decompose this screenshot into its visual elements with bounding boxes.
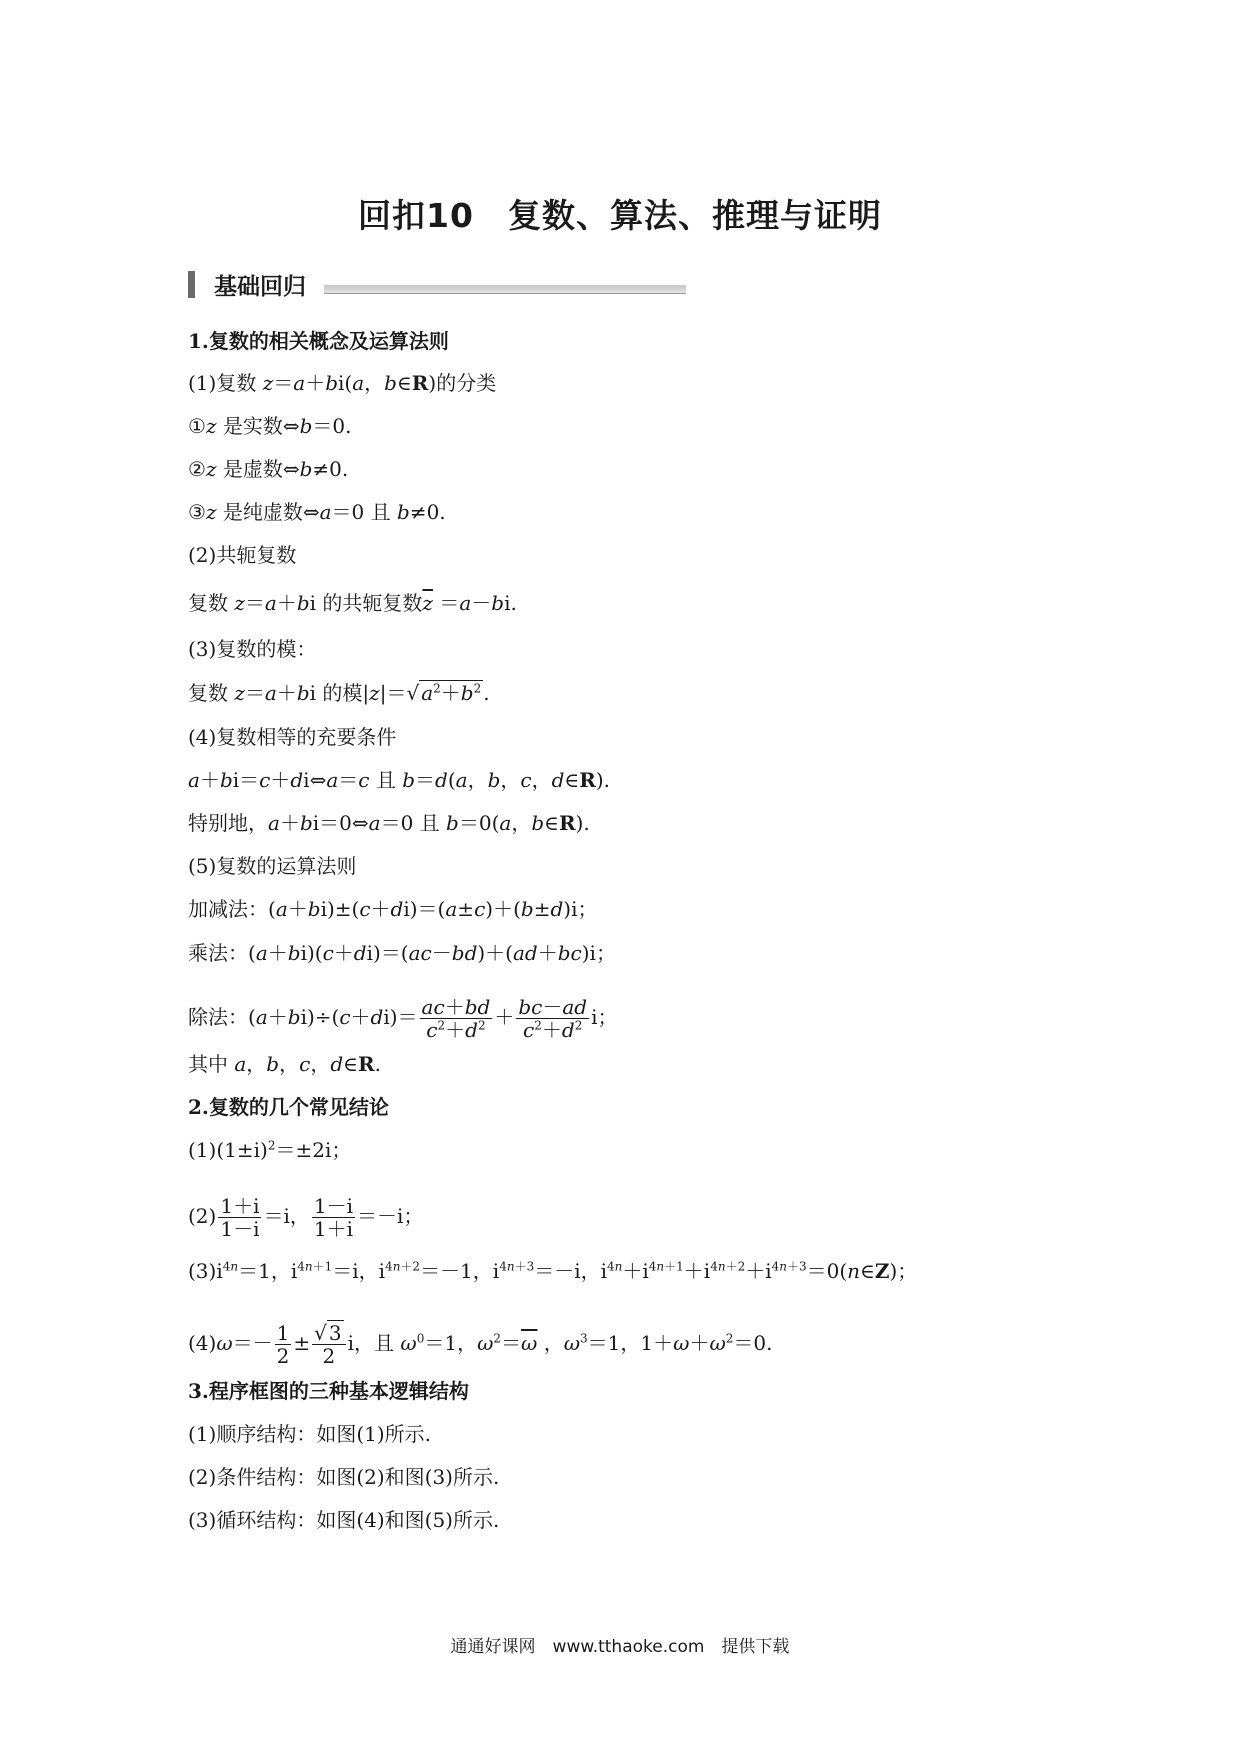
page-title: 回扣10 复数、算法、推理与证明 <box>358 196 882 235</box>
line-divide: 除法：(a＋bi)÷(c＋di)＝ $\frac{ac+bd}{c^2+d^2}$ ＋ $\frac{bc-ad}{c^2+d^2}$ i； <box>188 995 618 1042</box>
line-imag: ②z 是虚数⇔b≠0. <box>188 457 349 481</box>
line-pure-imag: ③z 是纯虚数⇔a＝0 且 b≠0. <box>188 500 446 524</box>
line-condition: (2)条件结构：如图(2)和图(3)所示. <box>188 1465 500 1489</box>
heading-1: 1.复数的相关概念及运算法则 <box>188 329 449 353</box>
line-special: 特别地，a＋bi＝0⇔a＝0 且 b＝0(a，b∈R). <box>188 811 590 835</box>
line-conjugate: 复数 z＝a＋bi 的共轭复数$\overline{z} =a-bi$. <box>188 591 517 615</box>
line-classify: (1)复数 z＝a＋bi(a，b∈R)的分类 <box>188 371 497 395</box>
line-conclusion-3: $(3)i^{4n}=1$，$i^{4n+1}=i$，$i^{4n+2}=-1$，$i^{4n+3}=-i$，$i^{4n}+i^{4n+1}+i^{4n+2}+i^{4n+3}=0(n\in Z)$； <box>188 1259 918 1283</box>
line-addsub: 加减法：(a＋bi)±(c＋di)＝(a±c)＋(b±d)i； <box>188 897 598 921</box>
line-where: 其中 a，b，c，d∈R. <box>188 1052 381 1076</box>
footer-watermark: 通通好课网 www.tthaoke.com 提供下载 <box>450 1637 790 1657</box>
subheading-equality: (4)复数相等的充要条件 <box>188 725 397 749</box>
section-rule <box>324 285 686 294</box>
line-sequence: (1)顺序结构：如图(1)所示. <box>188 1422 432 1446</box>
heading-3: 3.程序框图的三种基本逻辑结构 <box>188 1379 469 1403</box>
line-multiply: 乘法：(a＋bi)(c＋di)＝(ac－bd)＋(ad＋bc)i； <box>188 941 616 965</box>
line-modulus: 复数 z＝a＋bi 的模|z|＝√ $a^2+b^2$ . <box>188 681 490 705</box>
section-bar <box>188 271 195 298</box>
line-conclusion-4: (4)ω＝－ $\frac{1}{2}$ ± $\frac{√ 3}{2}$ i，且 $\omega^0=1$，$\omega^2=\overline{\omega}$ ，$\omega^3=1$，$1+\omega+\omega^2=0$. <box>188 1321 773 1368</box>
section-label: 基础回归 <box>214 274 306 300</box>
heading-2: 2.复数的几个常见结论 <box>188 1095 389 1119</box>
line-real: ①z 是实数⇔b＝0. <box>188 414 352 438</box>
line-conclusion-1: $(1)(1\pm i)^2=\pm 2i$； <box>188 1138 352 1162</box>
subheading-conjugate: (2)共轭复数 <box>188 543 297 567</box>
line-loop: (3)循环结构：如图(4)和图(5)所示. <box>188 1508 500 1532</box>
line-equality: a＋bi＝c＋di⇔a＝c 且 b＝d(a，b，c，d∈R). <box>188 768 610 792</box>
subheading-operations: (5)复数的运算法则 <box>188 854 357 878</box>
line-conclusion-2: (2) $\frac{1+i}{1-i}$ ＝i， $\frac{1-i}{1+i}$ ＝－i； <box>188 1194 424 1241</box>
subheading-modulus: (3)复数的模： <box>188 637 317 661</box>
